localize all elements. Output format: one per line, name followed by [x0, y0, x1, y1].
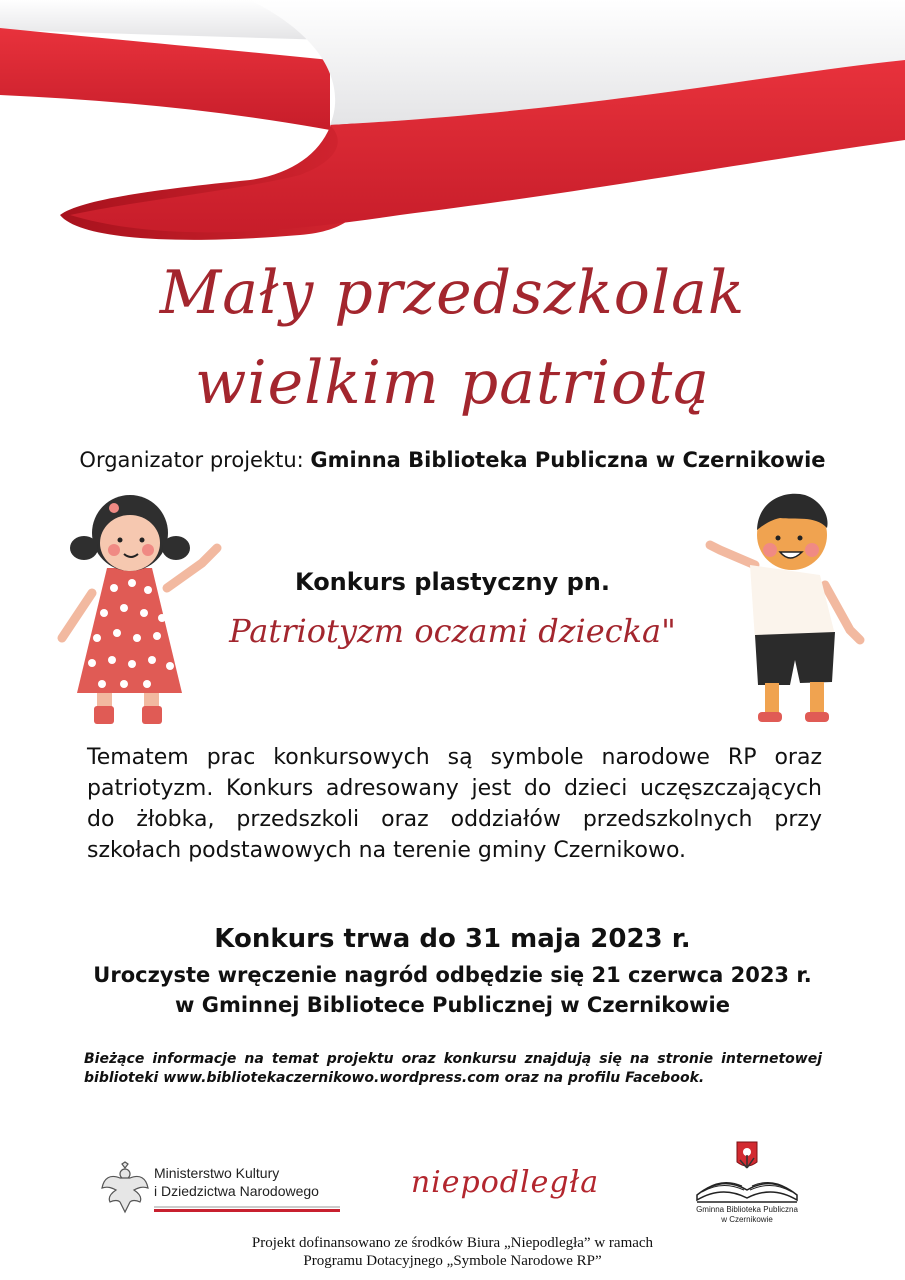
contest-name: Patriotyzm oczami dziecka" — [229, 612, 676, 650]
ministry-logo — [100, 1160, 350, 1220]
ministry-line-1: Ministerstwo Kultury — [154, 1165, 280, 1181]
library-caption — [687, 1205, 807, 1225]
funding-line-1: Projekt dofinansowano ze środków Biura „Niepodległa” w ramach — [251, 1235, 654, 1251]
ceremony — [0, 960, 905, 1020]
title-line-1: Mały przedszkolak — [159, 258, 746, 328]
ministry-line-2: i Dziedzictwa Narodowego — [154, 1183, 319, 1199]
ceremony-line-1: Uroczyste wręczenie nagród odbędzie się 21 czerwca 2023 r. — [93, 963, 812, 987]
boy-illustration — [700, 490, 875, 735]
ceremony-line-2: w Gminnej Bibliotece Publicznej w Czernikowie — [175, 993, 730, 1017]
ministry-name — [154, 1164, 319, 1200]
library-book-icon — [692, 1140, 802, 1210]
funding-note — [0, 1234, 905, 1270]
info-note: Bieżące informacje na temat projektu oraz konkursu znajdują się na stronie internetowej biblioteki www.bibliotekaczernikowo.wordpress.com oraz na profilu Facebook. — [84, 1051, 822, 1086]
library-line-1: Gminna Biblioteka Publiczna — [696, 1205, 798, 1214]
library-logo — [692, 1140, 802, 1230]
contest-label: Konkurs plastyczny pn. — [295, 568, 610, 596]
eagle-icon — [100, 1160, 150, 1215]
deadline: Konkurs trwa do 31 maja 2023 r. — [214, 924, 691, 954]
girl-illustration — [52, 488, 227, 733]
funding-line-2: Programu Dotacyjnego „Symbole Narodowe RP” — [303, 1253, 602, 1269]
polish-flag-ribbon — [0, 0, 905, 260]
organizer — [0, 448, 905, 472]
niepodlegla-logo: niepodległa — [410, 1165, 600, 1200]
title-line-2: wielkim patriotą — [195, 348, 710, 418]
library-line-2: w Czernikowie — [721, 1215, 773, 1224]
organizer-name: Gminna Biblioteka Publiczna w Czernikowie — [310, 448, 826, 472]
organizer-label: Organizator projektu: — [79, 448, 304, 472]
description: Tematem prac konkursowych są symbole narodowe RP oraz patriotyzm. Konkurs adresowany jest do dzieci uczęszczających do żłobka, przedszkoli oraz oddziałów przedszkolnych przy szkołach podstawowych na terenie gminy Czernikowo. — [87, 745, 822, 863]
ministry-flag-bar — [154, 1206, 340, 1212]
